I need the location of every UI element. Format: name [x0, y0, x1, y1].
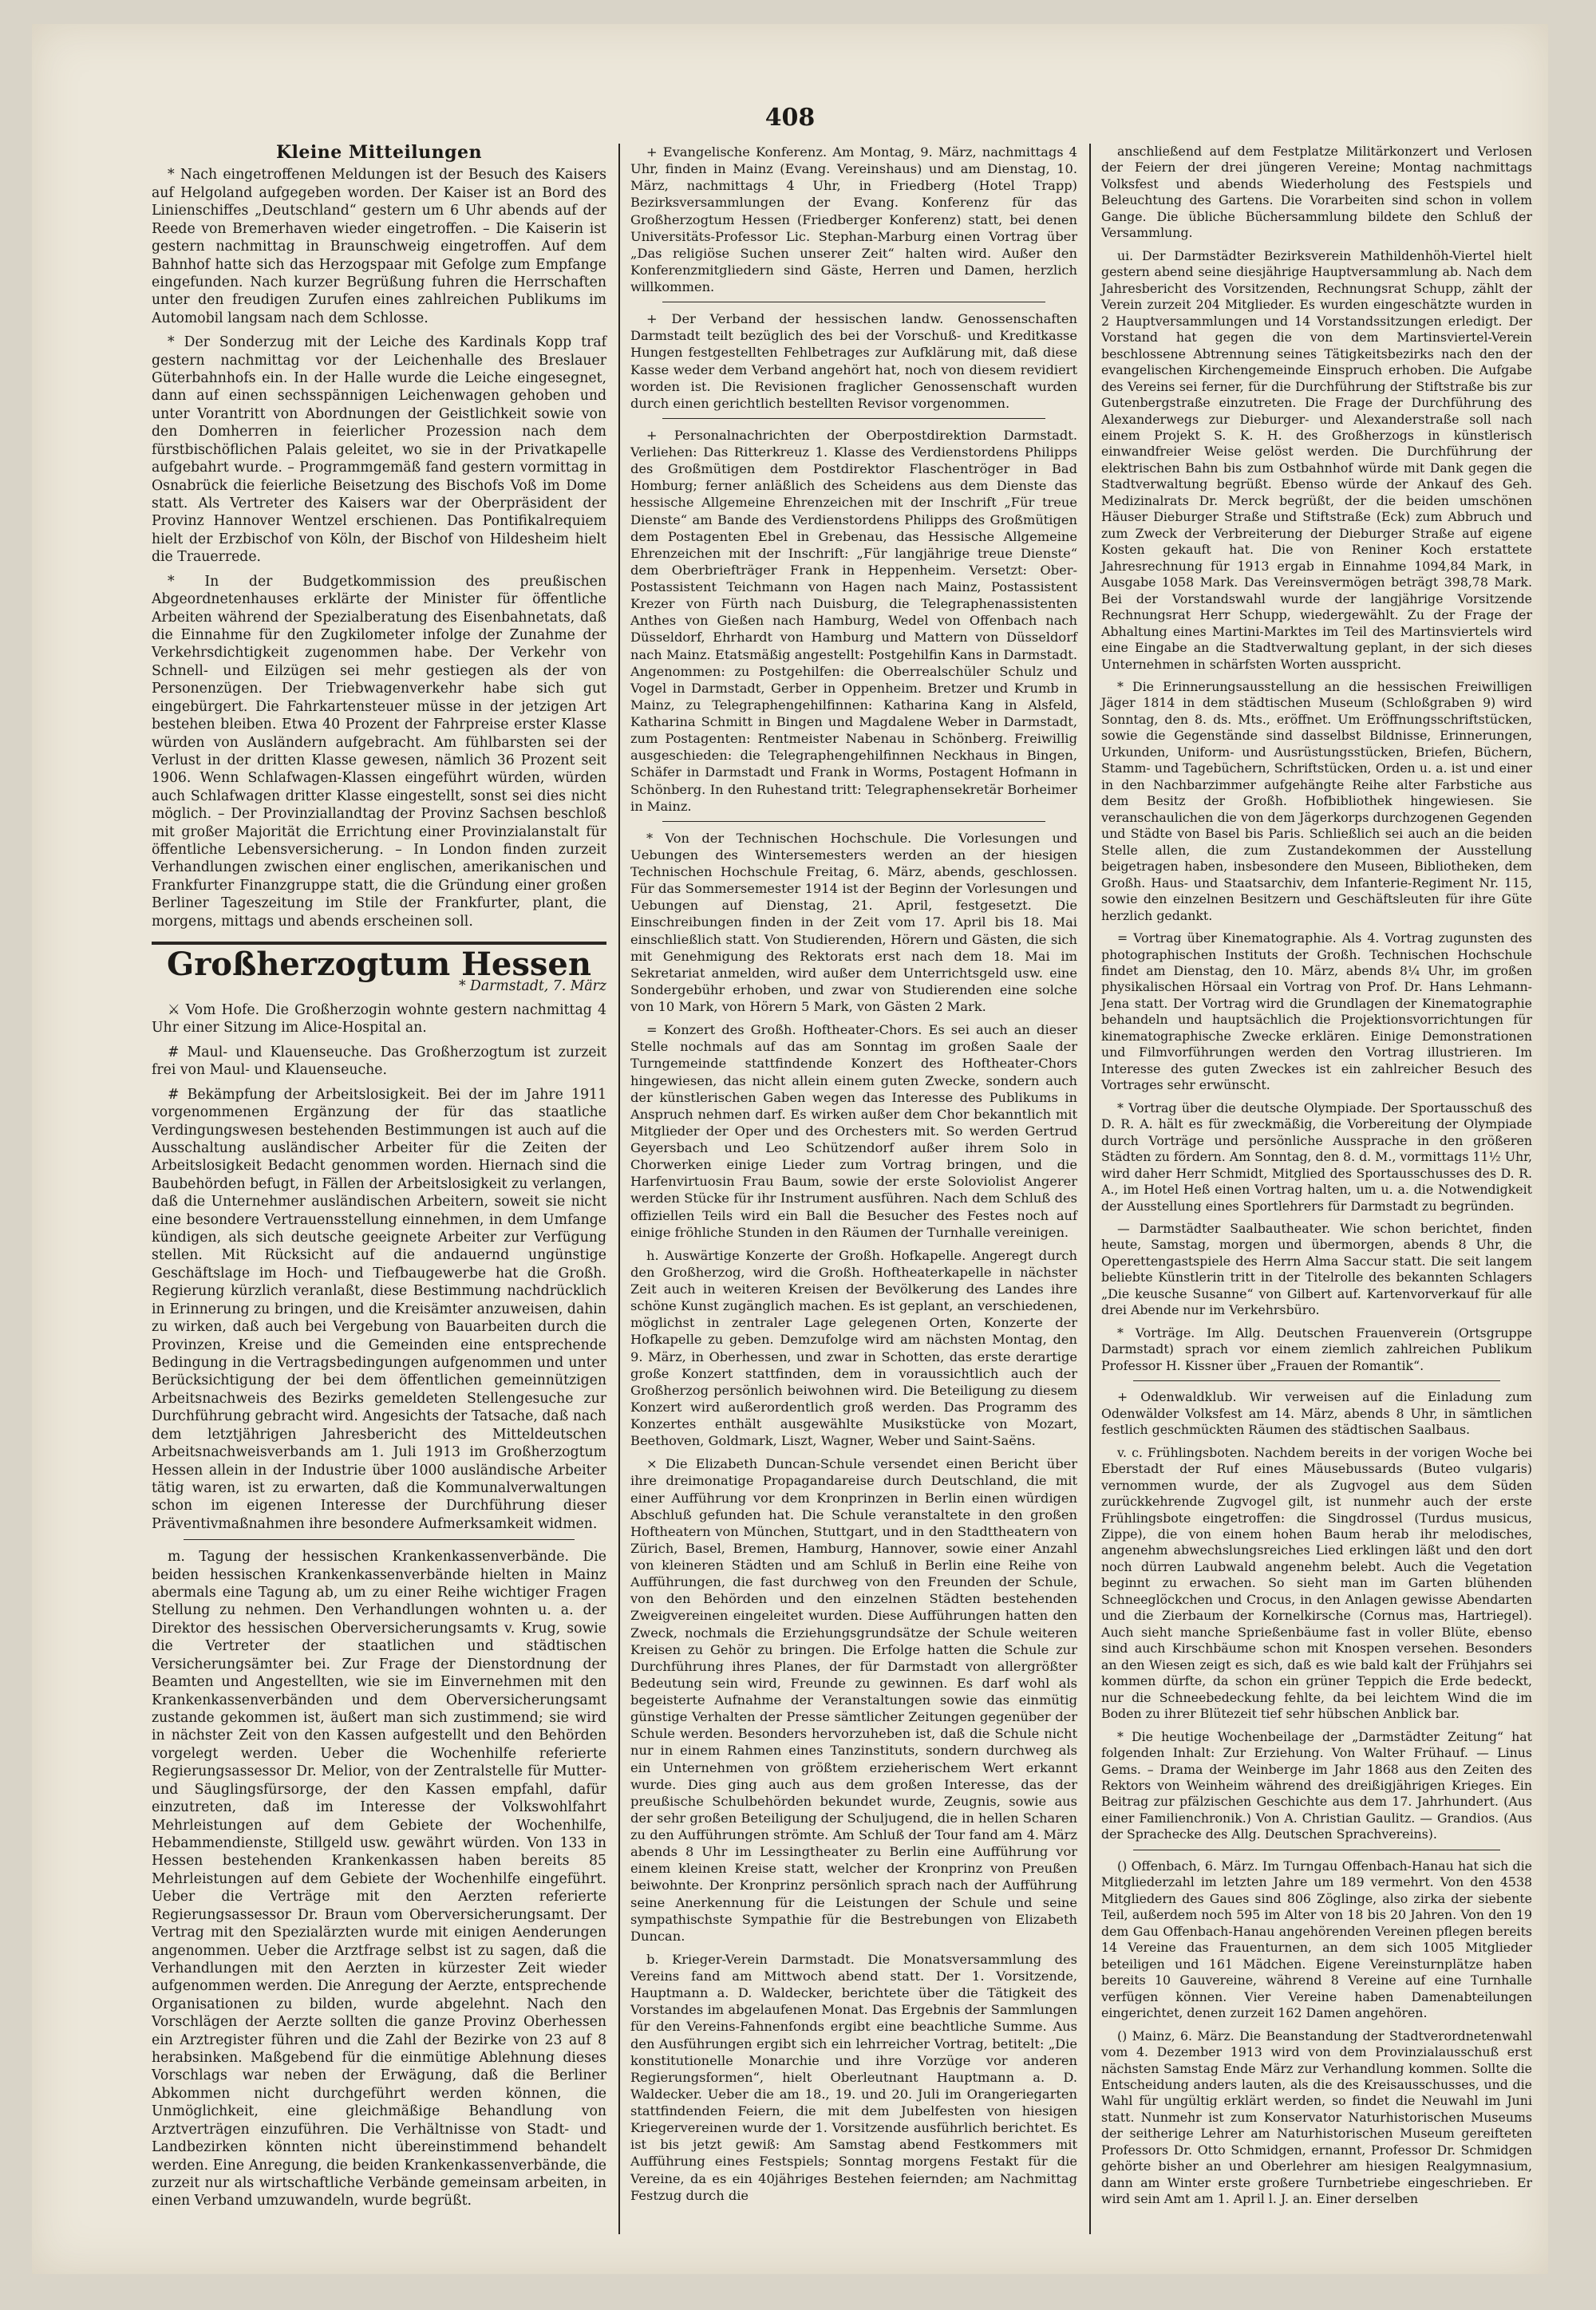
article: + Odenwaldklub. Wir verweisen auf die Einladung zum Odenwälder Volksfest am 14. März, abends 8 Uhr, in sämtlichen festlich geschmückten Räumen des städtischen Saalbaus. — [1101, 1389, 1532, 1438]
section-title: Großherzogtum Hessen — [152, 942, 606, 973]
article: * In der Budgetkommission des preußischen Abgeordnetenhauses erklärte der Minister für öffentliche Arbeiten während der Spezialberatung des Eisenbahnetats, daß die Einnahme für den Zugkilometer infolge der Zunahme der Verkehrsdichtigkeit zugenommen habe. Der Verkehr von Schnell- und Eilzügen sei mehr gestiegen als der von Personenzügen. Der Triebwagenverkehr habe sich gut eingebürgert. Die Fahrkartensteuer müsse in der jetzigen Art bestehen bleiben. Etwa 40 Prozent der Fahrpreise erster Klasse würden von Ausländern aufgebracht. Am fühlbarsten sei der Verlust in der dritten Klasse gewesen, nämlich 36 Prozent seit 1906. Wenn Schlafwagen-Klassen eingeführt würden, würden auch Schlafwagen dritter Klasse eingestellt, sonst sei dies nicht möglich. – Der Provinziallandtag der Provinz Sachsen beschloß mit großer Majorität die Errichtung einer Provinzialanstalt für öffentliche Lebensversicherung. – In London finden zurzeit Verhandlungen zwischen einer englischen, amerikanischen und Frankfurter Finanzgruppe statt, die die Gründung einer großen Berliner Tageszeitung im Stile der Frankfurter, plant, die morgens, mittags und abends erscheinen soll. — [152, 573, 606, 930]
column-rule-2 — [1089, 144, 1091, 2234]
separator — [1133, 1380, 1500, 1381]
article: + Evangelische Konferenz. Am Montag, 9. März, nachmittags 4 Uhr, finden in Mainz (Evang. Vereinshaus) und am Dienstag, 10. März, nachmittags 4 Uhr, in Friedberg (Hotel Trapp) Bezirksversammlungen der Evang. Konferenz für das Großherzogtum Hessen (Friedberger Konferenz) statt, bei denen Universitäts-Professor Lic. Stephan-Marburg einen Vortrag über „Das religiöse Suchen unserer Zeit“ halten wird. Außer den Konferenzmitgliedern sind Gäste, Herren und Damen, herzlich willkommen. — [630, 144, 1077, 294]
column-rule-1 — [618, 144, 620, 2234]
article: * Vorträge. Im Allg. Deutschen Frauenverein (Ortsgruppe Darmstadt) sprach vor einem ziemlich zahlreichen Publikum Professor H. Kissner über „Frauen der Romantik“. — [1101, 1325, 1532, 1373]
article: = Konzert des Großh. Hoftheater-Chors. Es sei auch an dieser Stelle nochmals auf das am Sonntag im großen Saale der Turngemeinde stattfindende Konzert des Hoftheater-Chors hingewiesen, das nicht allein einem guten Zwecke, sondern auch der künstlerischen Gaben wegen das Interesse des Publikums in Anspruch nehmen darf. Es wirken außer dem Chor bekanntlich mit Mitglieder der Oper und des Orchesters mit. So werden Gertrud Geyersbach und Leo Schützendorf außer ihrem Solo in Chorwerken einige Lieder zum Vortrag bringen, und die Harfenvirtuosin Frau Baum, sowie der erste Soloviolist Angerer werden Stücke für ihr Instrument ausführen. Nach dem Schluß des offiziellen Teils wird ein Ball die Besucher des Festes noch auf einige fröhliche Stunden in den Räumen der Turnhalle vereinigen. — [630, 1022, 1077, 1240]
kleine-mitteilungen-heading: Kleine Mitteilungen — [275, 142, 483, 163]
article: * Vortrag über die deutsche Olympiade. Der Sportausschuß des D. R. A. hält es für zweckmäßig, die Vorbereitung der Olympiade durch Vorträge und persönliche Aussprache in den größeren Städten zu fördern. Am Sonntag, den 8. d. M., vormittags 11½ Uhr, wird daher Herr Schmidt, Mitglied des Sportausschusses des D. R. A., im Hotel Heß einen Vortrag halten, um u. a. die Notwendigkeit der Ausstellung eines Sportlehrers für Darmstadt zu begründen. — [1101, 1100, 1532, 1214]
column-1 — [152, 144, 606, 2217]
article: ui. Der Darmstädter Bezirksverein Mathildenhöh-Viertel hielt gestern abend seine diesjährige Hauptversammlung ab. Nach dem Jahresbericht des Vorsitzenden, Rechnungsrat Schupp, zählt der Verein zurzeit 204 Mitglieder. Es wurden eingeschätzte wurden in 2 Hauptversammlungen und 14 Vorstandssitzungen erledigt. Der Vorstand hat gegen die von dem Martinsviertel-Verein beschlossene Abtrennung seines Tätigkeitsbezirks nach den der evangelischen Kirchengemeinde Einspruch erhoben. Die Aufgabe des Vereins sei ferner, für die Durchführung der Stiftstraße bis zur Gutenbergstraße einzutreten. Die Frage der Durchführung des Alexanderwegs zur Dieburger- und Alexanderstraße soll nach einem Projekt S. K. H. des Großherzogs in künstlerisch einwandfreier Weise gelöst werden. Die Durchführung der elektrischen Bahn bis zum Ostbahnhof würde mit Dank gegen die Stadtverwaltung begrüßt. Ebenso würde der Ankauf des Geh. Medizinalrats Dr. Merck begrüßt, der die beiden umschönen Häuser Dieburger Straße und Stiftstraße (Eck) zum Abbruch und zum Zweck der Verbreiterung der Dieburger Straße auf eigene Kosten gekauft hat. Die von Reniner Koch erstattete Jahresrechnung für 1913 ergab in Einnahme 1094,84 Mark, in Ausgabe 1058 Mark. Das Vereinsvermögen beträgt 398,78 Mark. Bei der Vorstandswahl wurde der langjährige Vorsitzende Rechnungsrat Herr Schupp, wiedergewählt. Zu der Frage der Abhaltung eines Martini-Marktes im Teil des Martinsviertels wird eine Eingabe an die Stadtverwaltung geplant, in der sich dieses Unternehmen in schärfsten Worten ausspricht. — [1101, 247, 1532, 672]
article: anschließend auf dem Festplatze Militärkonzert und Verlosen der Feiern der drei jüngeren Vereine; Montag nachmittags Volksfest und abends Wiederholung des Festspiels und Beleuchtung des Gartens. Die Vorarbeiten sind schon in vollem Gange. Die übliche Büchersammlung bildete den Schluß der Versammlung. — [1101, 144, 1532, 241]
article: () Mainz, 6. März. Die Beanstandung der Stadtverordnetenwahl vom 4. Dezember 1913 wird von dem Provinzialausschuß erst nächsten Samstag Ende März zur Verhandlung kommen. Sollte die Entscheidung anders lauten, als die des Kreisausschusses, und die Wahl für ungültig erklärt werden, so findet die Neuwahl im Juni statt. Nunmehr ist zum Konservator Naturhistorischen Museums der seitherige Lehrer am Naturhistorischen Museum gereifteten Professors Dr. Otto Schmidgen, ernannt, Professor Dr. Schmidgen gehörte bisher an und Oberlehrer am hiesigen Realgymnasium, dann am Winter erste großere Turnbetriebe eingeschrieben. Er wird sein Amt am 1. April l. J. an. Einer derselben — [1101, 2028, 1532, 2207]
article: * Die Erinnerungsausstellung an die hessischen Freiwilligen Jäger 1814 in dem städtischen Museum (Schloßgraben 9) wird Sonntag, den 8. ds. Mts., eröffnet. Um Eröffnungsschriftstücken, sowie die Gegenstände sind dasselbst Bildnisse, Erinnerungen, Urkunden, Uniform- und Ausrüstungsstücken, Briefen, Büchern, Stamm- und Tagebüchern, Schriftstücken, Orden u. a. ist und einer in den Nachbarzimmer aufgehängte Reihe alter Farbstiche aus dem Besitz der Großh. Hofbibliothek hingewiesen. Sie veranschaulichen die von dem Jägerkorps durchzogenen Gegenden und Städte von Basel bis Paris. Schließlich sei auch an die beiden Stelle allen, die zum Zustandekommen der Ausstellung beigetragen haben, insbesondere den Museen, Bibliotheken, dem Großh. Haus- und Staatsarchiv, dem Infanterie-Regiment Nr. 115, sowie den einzelnen Besitzern und Geschäftsleuten für ihre Güte herzlich gedankt. — [1101, 679, 1532, 923]
article: * Der Sonderzug mit der Leiche des Kardinals Kopp traf gestern nachmittag vor der Leichenhalle des Breslauer Güterbahnhofs ein. In der Halle wurde die Leiche eingesegnet, dann auf einen sechsspännigen Leichenwagen gehoben und unter Vorantritt von Abordnungen der Geistlichkeit sowie von den Domherren in feierlicher Prozession nach dem fürstbischöflichen Palais geleitet, wo sie in der Privatkapelle aufgebahrt wurde. – Programmgemäß fand gestern vormittag in Osnabrück die feierliche Beisetzung des Bischofs Voß im Dome statt. Als Vertreter des Kaisers war der Oberpräsident der Provinz Hannover Wentzel erschienen. Das Pontifikalrequiem hielt der Erzbischof von Köln, der Bischof von Hildesheim hielt die Trauerrede. — [152, 334, 606, 566]
article: m. Tagung der hessischen Krankenkassenverbände. Die beiden hessischen Krankenkassenverbände hielten in Mainz abermals eine Tagung ab, um zu einer Reihe wichtiger Fragen Stellung zu nehmen. Den Verhandlungen wohnten u. a. der Direktor des hessischen Oberversicherungsamts v. Krug, sowie die Vertreter der staatlichen und städtischen Versicherungsämter bei. Zur Frage der Dienstordnung der Beamten und Angestellten, wie sie im Einvernehmen mit den Krankenkassenverbänden und dem Oberversicherungsamt zustande gekommen ist, äußert man sich zustimmend; sie wird in nächster Zeit von den Kassen aufgestellt und den Behörden vorgelegt werden. Ueber die Wochenhilfe referierte Regierungsassessor Dr. Melior, von der Zentralstelle für Mutter- und Säuglingsfürsorge, der den Kassen empfahl, dafür einzutreten, daß im Interesse der Volkswohlfahrt Mehrleistungen auf dem Gebiete der Wochenhilfe, Hebammendienste, Stillgeld usw. gewährt würden. Von 133 in Hessen bestehenden Krankenkassen haben bereits 85 Mehrleistungen auf dem Gebiete der Wochenhilfe eingeführt. Ueber die Verträge mit den Aerzten referierte Regierungsassessor Dr. Braun vom Oberversicherungsamt. Der Vertrag mit den Spezialärzten wurde mit einigen Aenderungen angenommen. Ueber die Arztfrage selbst ist zu sagen, daß die Verhandlungen mit den Aerzten in kürzester Zeit wieder aufgenommen werden. Die Anregung der Aerzte, entsprechende Organisationen zu bilden, wurde abgelehnt. Nach den Vorschlägen der Aerzte sollten die ganze Provinz Oberhessen ein Arztregister führen und die Zahl der Bezirke von 23 auf 8 herabsinken. Maßgebend für die einmütige Ablehnung dieses Vorschlags war neben der Erwägung, daß die Berliner Abkommen nicht durchgeführt werden können, die Unmöglichkeit, eine gleichmäßige Behandlung von Arztverträgen einzuführen. Die Verhältnisse von Stadt- und Landbezirken könnten nicht übereinstimmend behandelt werden. Eine Anregung, die beiden Krankenkassenverbände, die zurzeit nur als wirtschaftliche Verbände gemeinsam arbeiten, in einen Verband umzuwandeln, wurde begrüßt. — [152, 1549, 606, 2209]
article: # Bekämpfung der Arbeitslosigkeit. Bei der im Jahre 1911 vorgenommenen Ergänzung der für das staatliche Verdingungswesen bestehenden Bestimmungen ist auch auf die Ausschaltung ausländischer Arbeiter für die Zeiten der Arbeitslosigkeit Bedacht genommen worden. Hiernach sind die Baubehörden befugt, in Fällen der Arbeitslosigkeit zu verlangen, daß die Unternehmer ausländischen Arbeitern, soweit sie nicht eine besondere Vertrauensstellung einnehmen, in dem Umfange kündigen, als sich deutsche geeignete Arbeiter zur Verfügung stellen. Mit Rücksicht auf die andauernd ungünstige Geschäftslage im Hoch- und Tiefbaugewerbe hat die Großh. Regierung kürzlich veranlaßt, diese Bestimmung nachdrücklich in Erinnerung zu bringen, und die Kreisämter anzuweisen, dahin zu wirken, daß auch bei Vergebung von Bauarbeiten durch die Provinzen, Kreise und die Gemeinden eine entsprechende Bedingung in die Vertragsbedingungen aufgenommen und unter Berücksichtigung der bei dem öffentlichen gemeinnützigen Arbeitsnachweis des Bezirks gemeldeten Stellengesuche zur Durchführung gebracht wird. Angesichts der Tatsache, daß nach dem letztjährigen Jahresbericht des Mitteldeutschen Arbeitsnachweisverbands am 1. Juli 1913 im Großherzogtum Hessen allein in der Industrie über 1000 ausländische Arbeiter tätig waren, ist zu erwarten, daß die Kommunalverwaltungen schon im eigenen Interesse der Durchführung dieser Präventivmaßnahmen ihre besondere Aufmerksamkeit widmen. — [152, 1086, 606, 1532]
page-number: 408 — [764, 104, 816, 132]
article: * Nach eingetroffenen Meldungen ist der Besuch des Kaisers auf Helgoland aufgegeben worden. Der Kaiser ist an Bord des Linienschiffes „Deutschland“ gestern um 6 Uhr abends auf der Reede von Bremerhaven wieder eingetroffen. – Die Kaiserin ist gestern nachmittag in Braunschweig eingetroffen. Auf dem Bahnhof hatte sich das Herzogspaar mit Gefolge zum Empfange eingefunden. Nach kurzer Begrüßung fuhren die Herrschaften unter den freudigen Zurufen eines zahlreichen Publikums im Automobil langsam nach dem Schlosse. — [152, 167, 606, 326]
article: = Vortrag über Kinematographie. Als 4. Vortrag zugunsten des photographischen Instituts der Großh. Technischen Hochschule findet am Dienstag, den 10. März, abends 8¼ Uhr, im großen physikalischen Hörsaal ein Vortrag von Prof. Dr. Hans Lehmann-Jena statt. Der Vortrag wird die Grundlagen der Kinematographie behandeln und hauptsächlich die Projektionsvorrichtungen für kinematographische Zwecke erklären. Einige Demonstrationen und Filmvorführungen werden den Vortrag illustrieren. Im Interesse des guten Zweckes ist ein zahlreicher Besuch des Vortrages sehr erwünscht. — [1101, 930, 1532, 1093]
article: — Darmstädter Saalbautheater. Wie schon berichtet, finden heute, Samstag, morgen und übermorgen, abends 8 Uhr, die Operettengastspiele des Herrn Alma Saccur statt. Die seit langem beliebte Künstlerin tritt in der Titelrolle des bekannten Schlagers „Die keusche Susanne“ von Gilbert auf. Kartenvorverkauf für alle drei Abende nur im Verkehrsbüro. — [1101, 1221, 1532, 1318]
separator — [662, 418, 1045, 419]
column-3 — [1101, 144, 1532, 2214]
separator — [184, 1539, 575, 1540]
separator — [662, 821, 1045, 822]
article: () Offenbach, 6. März. Im Turngau Offenbach-Hanau hat sich die Mitgliederzahl im letzten Jahre um 189 vermehrt. Von den 4538 Mitgliedern des Gaues sind 806 Zöglinge, also zirka der siebente Teil, außerdem noch 595 im Alter von 18 bis 20 Jahren. Von den 19 dem Gau Offenbach-Hanau angehörenden Vereinen pflegen bereits 14 Vereine das Frauenturnen, an dem sich 1005 Mitglieder beteiligen und 161 Mädchen. Eigene Vereinsturnplätze haben bereits 10 Gauvereine, während 8 Vereine auf eine Turnhalle verfügen können. Vier Vereine haben Damenabteilungen eingerichtet, denen zurzeit 162 Damen angehören. — [1101, 1858, 1532, 2021]
article: ⚔ Vom Hofe. Die Großherzogin wohnte gestern nachmittag 4 Uhr einer Sitzung im Alice-Hospital an. — [152, 1001, 606, 1037]
article: # Maul- und Klauenseuche. Das Großherzogtum ist zurzeit frei von Maul- und Klauenseuche. — [152, 1044, 606, 1079]
article: + Der Verband der hessischen landw. Genossenschaften Darmstadt teilt bezüglich des bei der Vorschuß- und Kreditkasse Hungen festgestellten Fehlbetrages zur Aufklärung mit, daß diese Kasse weder dem Verband angehört hat, noch von diesem revidiert worden ist. Die Revisionen fraglicher Genossenschaft wurden durch einen gerichtlich bestellten Revisor vorgenommen. — [630, 311, 1077, 411]
article: v. c. Frühlingsboten. Nachdem bereits in der vorigen Woche bei Eberstadt der Ruf eines Mäusebussards (Buteo vulgaris) vernommen wurde, der als Zugvogel aus dem Süden zurückkehrende Zugvogel gilt, ist nunmehr auch der erste Frühlingsbote eingetroffen: die Singdrossel (Turdus musicus, Zippe), die von einem hohen Baum herab ihr melodisches, angenehm abwechslungsreiches Lied erklingen läßt und den dort noch dürren Laubwald angenehm belebt. Auch die Vegetation beginnt zu erwachen. So sieht man im Garten blühenden Schneeglöckchen und Crocus, in den Anlagen gewisse Abendarten und die Zierbaum der Kornelkirsche (Cornus mas, Hartriegel). Auch sieht manche Sprießenbäume fast in voller Blüte, ebenso sind auch Kirschbäume schon mit Knospen versehen. Besonders an den Wiesen zeigt es sich, daß es wie bald kalt der Frühjahrs sei kommen dürfte, da schon ein grüner Teppich die Erde bedeckt, nur die Schneebedeckung fehlte, da bei leichtem Wind die im Boden zu ihrer Blütezeit tief sehr hübschen Anblick bar. — [1101, 1444, 1532, 1722]
article: + Personalnachrichten der Oberpostdirektion Darmstadt. Verliehen: Das Ritterkreuz 1. Klasse des Verdienstordens Philipps des Großmütigen dem Postdirektor Flaschentröger in Bad Homburg; ferner anläßlich des Scheidens aus dem Dienste das hessische Allgemeine Ehrenzeichen mit der Inschrift „Für treue Dienste“ am Bande des Verdienstordens Philipps des Großmütigen dem Postagenten Ebel in Grebenau, das Hessische Allgemeine Ehrenzeichen mit der Inschrift: „Für langjährige treue Dienste“ dem Oberbriefträger Frank in Heppenheim. Versetzt: Ober-Postassistent Teichmann von Hagen nach Mainz, Postassistent Krezer von Fürth nach Duisburg, die Telegraphenassistenten Anthes von Gießen nach Hamburg, Wedel von Offenbach nach Düsseldorf, Ehrhardt von Hamburg und Mattern von Düsseldorf nach Mainz. Etatsmäßig angestellt: Postgehilfin Kans in Darmstadt. Angenommen: zu Postgehilfen: die Oberrealschüler Schulz und Vogel in Darmstadt, Gerber in Oppenheim. Bretzer und Krumb in Mainz, zu Telegraphengehilfinnen: Katharina Kang in Alsfeld, Katharina Schmitt in Bingen und Magdalene Weber in Darmstadt, zum Postagenten: Rentmeister Nabenau in Schönberg. Freiwillig ausgeschieden: die Telegraphengehilfinnen Neckhaus in Bingen, Schäfer in Darmstadt und Frank in Worms, Postagent Hofmann in Schönberg. In den Ruhestand tritt: Telegraphensekretär Borheimer in Mainz. — [630, 427, 1077, 814]
article: * Die heutige Wochenbeilage der „Darmstädter Zeitung“ hat folgenden Inhalt: Zur Erziehung. Von Walter Frühauf. — Linus Gems. – Drama der Weinberge im Jahr 1868 aus den Zeiten des Rektors von Weinheim während des dreißigjährigen Krieges. Ein Beitrag zur pfälzischen Geschichte aus dem 17. Jahrhundert. (Aus einer Familienchronik.) Von A. Christian Gaulitz. — Grandios. (Aus der Sprachecke des Allg. Deutschen Sprachvereins). — [1101, 1728, 1532, 1842]
article: * Von der Technischen Hochschule. Die Vorlesungen und Uebungen des Wintersemesters werden an der hiesigen Technischen Hochschule Freitag, 6. März, abends, geschlossen. Für das Sommersemester 1914 ist der Beginn der Vorlesungen und Uebungen auf Dienstag, 21. April, festgesetzt. Die Einschreibungen finden in der Zeit vom 17. April bis 18. Mai einschließlich statt. Von Studierenden, Hörern und Gästen, die sich mit Genehmigung des Rektorats erst nach dem 18. Mai im Sekretariat anmelden, wird außer dem Unterrichtsgeld usw. eine Sondergebühr erhoben, und zwar von Studierenden eine solche von 10 Mark, von Hörern 5 Mark, von Gästen 2 Mark. — [630, 830, 1077, 1014]
dateline: * Darmstadt, 7. März — [458, 977, 606, 994]
article: b. Krieger-Verein Darmstadt. Die Monatsversammlung des Vereins fand am Mittwoch abend statt. Der 1. Vorsitzende, Hauptmann a. D. Waldecker, berichtete über die Tätigkeit des Vorstandes im abgelaufenen Monat. Das Ergebnis der Sammlungen für den Vereins-Fahnenfonds ergibt eine beachtliche Summe. Aus den Ausführungen ergibt sich ein lehrreicher Vortrag, betitelt: „Die konstitutionelle Monarchie und ihre Vorzüge vor anderen Regierungsformen“, hielt Oberleutnant Hauptmann a. D. Waldecker. Ueber die am 18., 19. und 20. Juli im Orangeriegarten stattfindenden Feiern, die mit dem Jubelfesten von hiesigen Kriegervereinen wurde der 1. Vorsitzende ausführlich berichtet. Es ist bis jetzt gewiß: Am Samstag abend Festkommers mit Aufführung eines Festspiels; Sonntag morgens Festakt für die Vereine, da es ein 40jähriges Bestehen feiernden; am Nachmittag Festzug durch die — [630, 1951, 1077, 2203]
newspaper-page — [32, 24, 1548, 2274]
column-2 — [630, 144, 1077, 2210]
article: × Die Elizabeth Duncan-Schule versendet einen Bericht über ihre dreimonatige Propagandareise durch Deutschland, die mit einer Aufführung vor dem Kronprinzen in Berlin einen würdigen Abschluß gefunden hat. Die Schule veranstaltete in den großen Hoftheatern von München, Stuttgart, und in den Stadttheatern von Zürich, Basel, Bremen, Hamburg, Hannover, sowie einer Anzahl von kleineren Städten und am Schluß in Berlin eine Reihe von Aufführungen, die fast durchweg von den Freunden der Schule, von den Behörden und den einzelnen Städten bestehenden Zweigvereinen eingeleitet wurden. Diese Aufführungen hatten den Zweck, nochmals die Erziehungsgrundsätze der Schule weiteren Kreisen zu Gehör zu bringen. Die Erfolge hatten die Schule zur Durchführung ihres Planes, der für Darmstadt von allergrößter Bedeutung sein wird, Freunde zu gewinnen. Es darf wohl als begeisterte Aufnahme der Veranstaltungen sowie das einmütig günstige Verhalten der Presse sämtlicher Zeitungen gegenüber der Schule werden. Besonders hervorzuheben ist, daß die Schule nicht nur in einem Rahmen eines Tanzinstituts, sondern durchweg als ein Unternehmen von größtem erzieherischem Wert erkannt wurde. Dies ging auch aus dem großen Interesse, das der preußische Schulbehörden bekundet wurde, Zeugnis, sowie aus der sehr großen Beteiligung der Schuljugend, die in hellen Scharen zu den Aufführungen strömte. Am Schluß der Tour fand am 4. März abends 8 Uhr im Lessingtheater zu Berlin eine Aufführung vor einem kleinen Kreise statt, welcher der Kronprinz von Preußen beiwohnte. Der Kronprinz persönlich sprach nach der Aufführung seine Anerkennung für die Leistungen der Schule und seine sympathischste Sympathie für die Bestrebungen von Elizabeth Duncan. — [630, 1456, 1077, 1944]
article: h. Auswärtige Konzerte der Großh. Hofkapelle. Angeregt durch den Großherzog, wird die Großh. Hoftheaterkapelle in nächster Zeit auch in weiteren Kreisen der Bevölkerung des Landes ihre schöne Kunst zugänglich machen. Es ist geplant, an verschiedenen, möglichst in zentraler Lage gelegenen Orten, Konzerte der Hofkapelle zu geben. Demzufolge wird am nächsten Montag, den 9. März, in Oberhessen, und zwar in Schotten, das erste derartige große Konzert stattfinden, dem in voraussichtlich auch der Großherzog persönlich beiwohnen wird. Die Beteiligung zu diesem Konzert wird außerordentlich groß werden. Das Programm des Konzertes enthält ausgewählte Musikstücke von Mozart, Beethoven, Goldmark, Liszt, Wagner, Weber und Saint-Saëns. — [630, 1247, 1077, 1449]
